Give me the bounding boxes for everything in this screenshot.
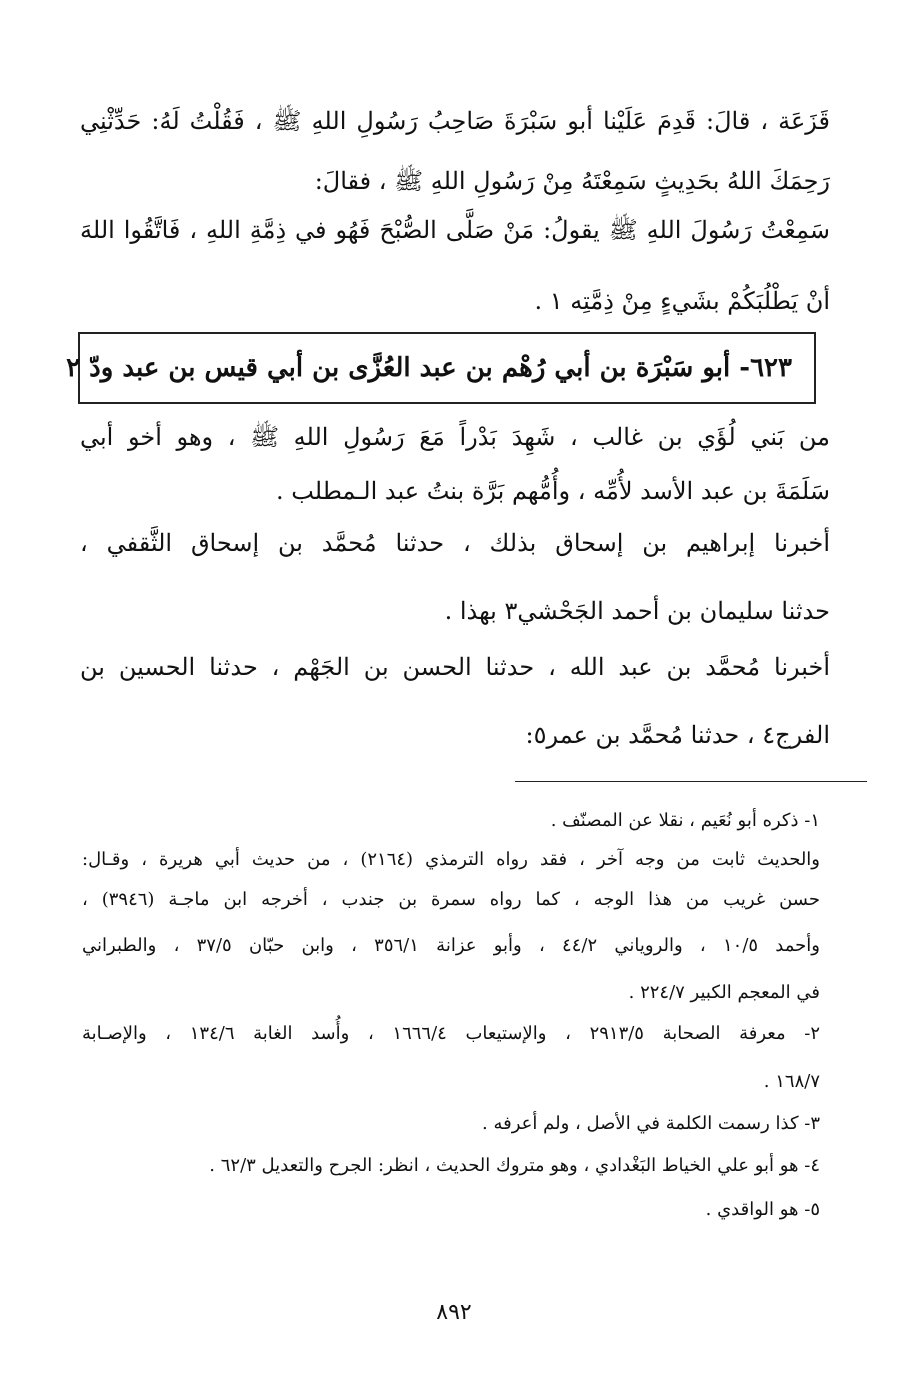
- footnote-line-5: في المعجم الكبير ٢٢٤/٧ .: [628, 982, 820, 1003]
- footnote-line-7: ١٦٨/٧ .: [763, 1071, 820, 1092]
- footnote-line-3: حسن غريب من هذا الوجه ، كما رواه سمرة بن جندب ، أخرجه ابن ماجـة (٣٩٤٦) ،: [82, 889, 820, 910]
- footnote-line-10: ٥- هو الواقدي .: [705, 1199, 820, 1220]
- footnote-line-8: ٣- كذا رسمت الكلمة في الأصل ، ولم أعرفه .: [482, 1113, 820, 1134]
- intro-line-1: قَزَعَة ، قالَ: قَدِمَ عَلَيْنا أبو سَبْرَةَ صَاحِبُ رَسُولِ اللهِ ﷺ ، فَقُلْتُ لَهُ: حَدِّثْنِي: [80, 107, 830, 135]
- footnote-line-2: والحديث ثابت من وجه آخر ، فقد رواه الترمذي (٢١٦٤) ، من حديث أبي هريرة ، وقـال:: [82, 849, 821, 870]
- intro-line-3: سَمِعْتُ رَسُولَ اللهِ ﷺ يقولُ: مَنْ صَلَّى الصُّبْحَ فَهُو في ذِمَّةِ اللهِ ، فَاتَّقُوا اللهَ: [80, 216, 830, 244]
- footnote-line-9: ٤- هو أبو علي الخياط البَغْدادي ، وهو متروك الحديث ، انظر: الجرح والتعديل ٦٢/٣ .: [209, 1155, 820, 1176]
- body-line-1: من بَني لُؤَي بن غالب ، شَهِدَ بَدْراً مَعَ رَسُولِ اللهِ ﷺ ، وهو أخو أبي: [80, 423, 830, 451]
- intro-line-2: رَحِمَكَ اللهُ بحَدِيثٍ سَمِعْتَهُ مِنْ رَسُولِ اللهِ ﷺ ، فقالَ:: [314, 167, 830, 195]
- intro-line-4: أنْ يَطْلُبَكُمْ بشَيءٍ مِنْ ذِمَّتِه ١ .: [534, 287, 830, 315]
- footnote-line-6: ٢- معرفة الصحابة ٢٩١٣/٥ ، والإستيعاب ١٦٦٦/٤ ، وأُسد الغابة ١٣٤/٦ ، والإصـابة: [82, 1023, 821, 1044]
- entry-heading: ٦٢٣- أبو سَبْرَة بن أبي رُهْم بن عبد العُزَّى بن أبي قيس بن عبد ودّ ٢: [66, 353, 792, 383]
- page-number: ٨٩٢: [436, 1300, 472, 1325]
- footnote-separator: [515, 781, 867, 782]
- footnote-line-1: ١- ذكره أبو نُعَيم ، نقلا عن المصنّف .: [550, 810, 820, 831]
- entry-heading-box: [66, 332, 816, 404]
- footnote-line-4: وأحمد ١٠/٥ ، والروياني ٤٤/٢ ، وأبو عزانة ٣٥٦/١ ، وابن حبّان ٣٧/٥ ، والطبراني: [82, 935, 820, 956]
- body-line-3: أخبرنا إبراهيم بن إسحاق بذلك ، حدثنا مُحمَّد بن إسحاق الثَّقفي ،: [80, 529, 830, 557]
- body-line-5: أخبرنا مُحمَّد بن عبد الله ، حدثنا الحسن بن الجَهْم ، حدثنا الحسين بن: [80, 653, 830, 681]
- body-line-2: سَلَمَةَ بن عبد الأسد لأُمِّه ، وأُمُّهم بَرَّة بنتُ عبد الـمطلب .: [275, 477, 830, 505]
- body-line-6: الفرج٤ ، حدثنا مُحمَّد بن عمر٥:: [525, 721, 830, 749]
- body-line-4: حدثنا سليمان بن أحمد الجَحْشي٣ بهذا .: [444, 597, 830, 625]
